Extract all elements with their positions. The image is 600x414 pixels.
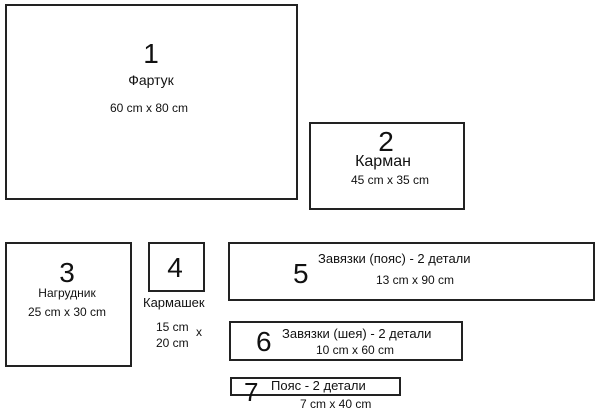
piece-7-name: Пояс - 2 детали [271,378,366,393]
piece-4-dims-line1: 15 cm [156,320,189,334]
piece-6-number: 6 [256,326,272,357]
piece-5-number: 5 [293,258,309,289]
piece-4-dims-x: x [196,325,202,339]
piece-1-dims: 60 cm x 80 cm [109,101,189,115]
piece-4-dims-line2: 20 cm [156,336,189,350]
piece-6-dims: 10 cm x 60 cm [316,343,395,357]
piece-5-name: Завязки (пояс) - 2 детали [318,251,471,266]
piece-7-number: 7 [244,377,259,407]
piece-1-name: Фартук [128,72,174,88]
piece-3-name: Нагрудник [38,286,96,300]
piece-2-name: Карман [355,153,411,170]
piece-3-number: 3 [59,257,75,288]
piece-4-number: 4 [167,252,183,283]
piece-2-dims: 45 cm x 35 cm [350,173,430,187]
piece-5-dims: 13 cm x 90 cm [376,273,455,287]
piece-2-number: 2 [378,126,394,157]
piece-1-number: 1 [143,38,159,69]
piece-4-name: Кармашек [143,295,205,310]
piece-3-dims: 25 cm x 30 cm [27,305,107,319]
piece-6-name: Завязки (шея) - 2 детали [282,326,432,341]
piece-7-dims: 7 cm x 40 cm [300,397,372,411]
